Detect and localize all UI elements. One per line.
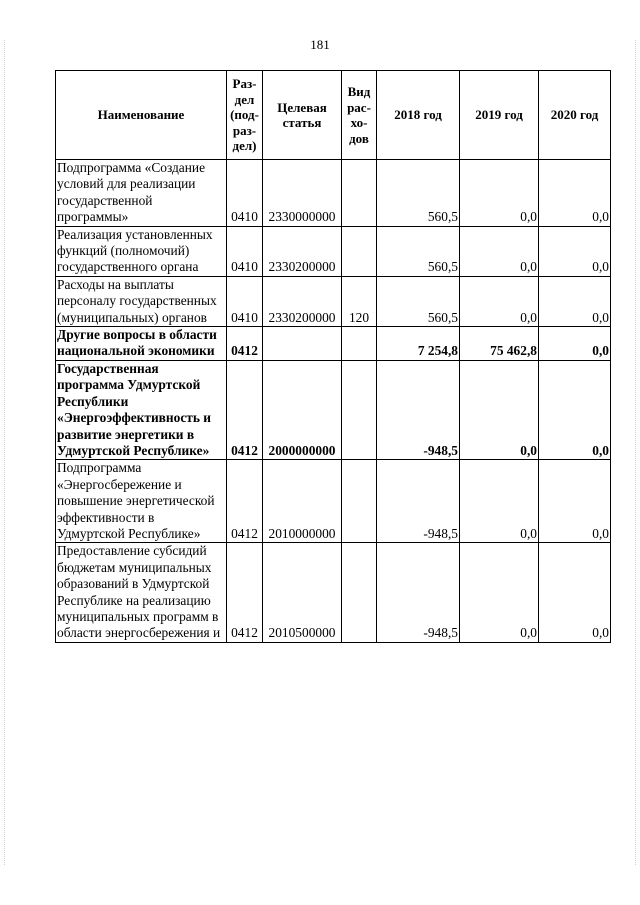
cell-2018: 560,5 [377, 160, 460, 227]
cell-name: Предоставление субсидий бюджетам муниципальных образований в Удмуртской Республике на реализацию муниципальных программ в области энергосбережения и [56, 543, 227, 642]
cell-2019: 0,0 [460, 276, 539, 326]
cell-name: Другие вопросы в области национальной экономики [56, 327, 227, 361]
cell-2018: -948,5 [377, 543, 460, 642]
header-2018: 2018 год [377, 71, 460, 160]
table-row [56, 460, 611, 543]
cell-2019: 0,0 [460, 460, 539, 543]
cell-target: 2010500000 [263, 543, 342, 642]
cell-target [263, 327, 342, 361]
cell-section: 0412 [227, 460, 263, 543]
cell-2020: 0,0 [539, 460, 611, 543]
table-row [56, 226, 611, 276]
cell-target: 2330200000 [263, 226, 342, 276]
scan-edge-left [4, 40, 5, 865]
table-row [56, 276, 611, 326]
cell-target: 2000000000 [263, 360, 342, 459]
cell-section: 0412 [227, 327, 263, 361]
cell-section: 0410 [227, 160, 263, 227]
cell-2018: 7 254,8 [377, 327, 460, 361]
cell-2020: 0,0 [539, 160, 611, 227]
cell-name: Расходы на выплаты персоналу государственных (муниципальных) органов [56, 276, 227, 326]
cell-name: Государственная программа Удмуртской Республики «Энергоэффективность и развитие энергетики в Удмуртской Республике» [56, 360, 227, 459]
cell-2020: 0,0 [539, 543, 611, 642]
table-row [56, 160, 611, 227]
cell-expense-type [342, 327, 377, 361]
cell-target: 2010000000 [263, 460, 342, 543]
cell-2020: 0,0 [539, 327, 611, 361]
cell-expense-type [342, 226, 377, 276]
cell-expense-type [342, 160, 377, 227]
header-section: Раз-дел (под-раз-дел) [227, 71, 263, 160]
cell-2019: 75 462,8 [460, 327, 539, 361]
cell-name: Реализация установленных функций (полномочий) государственного органа [56, 226, 227, 276]
header-name: Наименование [56, 71, 227, 160]
cell-expense-type [342, 460, 377, 543]
cell-2020: 0,0 [539, 360, 611, 459]
cell-2018: -948,5 [377, 460, 460, 543]
cell-expense-type: 120 [342, 276, 377, 326]
cell-section: 0412 [227, 543, 263, 642]
cell-2018: -948,5 [377, 360, 460, 459]
cell-2019: 0,0 [460, 543, 539, 642]
cell-section: 0410 [227, 226, 263, 276]
header-target: Целевая статья [263, 71, 342, 160]
cell-2018: 560,5 [377, 276, 460, 326]
table-header-row [56, 71, 611, 160]
cell-target: 2330000000 [263, 160, 342, 227]
cell-2019: 0,0 [460, 160, 539, 227]
cell-target: 2330200000 [263, 276, 342, 326]
cell-name: Подпрограмма «Энергосбережение и повышение энергетической эффективности в Удмуртской Республике» [56, 460, 227, 543]
scan-edge-right [635, 40, 636, 865]
cell-section: 0412 [227, 360, 263, 459]
budget-table [55, 70, 611, 643]
header-2020: 2020 год [539, 71, 611, 160]
table-row [56, 543, 611, 642]
header-expense-type: Вид рас-хо-дов [342, 71, 377, 160]
cell-2019: 0,0 [460, 226, 539, 276]
cell-name: Подпрограмма «Создание условий для реализации государственной программы» [56, 160, 227, 227]
cell-expense-type [342, 360, 377, 459]
cell-2019: 0,0 [460, 360, 539, 459]
cell-2018: 560,5 [377, 226, 460, 276]
cell-2020: 0,0 [539, 276, 611, 326]
table-row [56, 327, 611, 361]
cell-section: 0410 [227, 276, 263, 326]
table-row [56, 360, 611, 459]
cell-2020: 0,0 [539, 226, 611, 276]
page-number: 181 [310, 37, 330, 52]
header-2019: 2019 год [460, 71, 539, 160]
cell-expense-type [342, 543, 377, 642]
